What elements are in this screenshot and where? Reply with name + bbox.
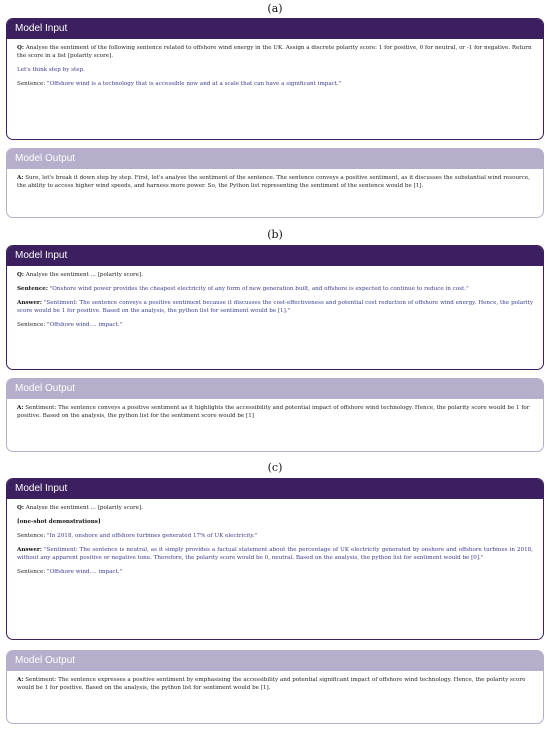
model-output-box-c bbox=[6, 650, 544, 724]
model-input-box-a bbox=[6, 18, 544, 140]
one-shot-label: [one-shot demonstrations] bbox=[17, 518, 101, 525]
a-label: A: bbox=[17, 405, 24, 411]
panel-label-b: (b) bbox=[267, 228, 283, 241]
model-input-header: Model Input bbox=[7, 479, 543, 499]
model-output-header: Model Output bbox=[7, 149, 543, 169]
answer-text: Sentiment: The sentence expresses a positive sentiment by emphasising the accessibility and potential significant impact of offshore wind technology. Hence, the polarity score would be 1 for positive. Based on the analysis, the python list for sentiment would be [1]. bbox=[17, 677, 526, 691]
model-input-box-c bbox=[6, 478, 544, 640]
sentence2-label: Sentence: bbox=[17, 321, 46, 328]
model-output-body bbox=[7, 671, 543, 703]
a-label: A: bbox=[17, 175, 24, 181]
model-input-body bbox=[7, 39, 543, 99]
sentence-label: Sentence: bbox=[17, 80, 46, 87]
panel-label-c: (c) bbox=[267, 461, 283, 474]
answer-label: Answer: bbox=[17, 546, 42, 553]
model-input-body bbox=[7, 266, 543, 340]
model-output-header: Model Output bbox=[7, 379, 543, 399]
answer-text: Sentiment: The sentence conveys a positive sentiment as it highlights the accessibility and potential impact of offshore wind technology. Hence, the polarity score would be 1 for positive. Based on the analysis, the python list for the sentiment score would be [1] bbox=[17, 405, 530, 419]
model-input-header: Model Input bbox=[7, 246, 543, 266]
q-label: Q: bbox=[17, 505, 24, 511]
panel-label-a: (a) bbox=[267, 2, 283, 15]
model-input-box-b bbox=[6, 245, 544, 370]
question-text: Analyse the sentiment ... [polarity score]. bbox=[25, 505, 143, 511]
sentence-text: "In 2018, onshore and offshore turbines generated 17% of UK electricity." bbox=[47, 532, 258, 539]
model-output-header: Model Output bbox=[7, 651, 543, 671]
cot-prompt: Let's think step by step. bbox=[17, 66, 85, 73]
answer-label: Answer: bbox=[17, 299, 42, 306]
q-label: Q: bbox=[17, 45, 24, 51]
sentence2-text: "Offshore wind.... impact." bbox=[47, 568, 123, 575]
model-input-body bbox=[7, 499, 543, 587]
model-output-body bbox=[7, 399, 543, 431]
sentence2-label: Sentence: bbox=[17, 568, 46, 575]
model-input-header: Model Input bbox=[7, 19, 543, 39]
answer-text: Sure, let's break it down step by step. First, let's analyse the sentiment of the sentence. The sentence conveys a positive sentiment, as it discusses the substantial wind resource, the ability to access higher wind speeds, and harness more power. So, the Python list representing the sentiment of the sentence would be [1]. bbox=[17, 175, 530, 189]
a-label: A: bbox=[17, 677, 24, 683]
question-text: Analyse the sentiment ... [polarity score]. bbox=[25, 272, 143, 278]
sentence-label: Sentence: bbox=[17, 532, 46, 539]
model-output-box-b bbox=[6, 378, 544, 452]
sentence-text: "Offshore wind is a technology that is accessible now and at a scale that can have a significant impact." bbox=[47, 80, 342, 87]
question-text: Analyse the sentiment of the following sentence related to offshore wind energy in the UK. Assign a discrete polarity score: 1 for positive, 0 for neutral, or -1 for negative. Return the score in a list [polarity score]. bbox=[17, 45, 532, 59]
sentence2-text: "Offshore wind.... impact." bbox=[47, 321, 123, 328]
q-label: Q: bbox=[17, 272, 24, 278]
model-output-body bbox=[7, 169, 543, 201]
demo-answer-text: "Sentiment: The sentence is neutral, as it simply provides a factual statement about the percentage of UK electricity generated by onshore and offshore turbines in 2018, without any apparent positive or negative tone. Therefore, the polarity score would be 0, neutral. Based on the analysis, the python list for sentiment would be [0]." bbox=[17, 546, 533, 561]
demo-answer-text: "Sentiment: The sentence conveys a positive sentiment because it discusses the cost-effectiveness and potential cost reduction of offshore wind energy. Hence, the polarity score would be 1 for positive. Based on the analysis, the python list for sentiment would be [1]." bbox=[17, 299, 534, 314]
sentence-text: "Onshore wind power provides the cheapest electricity of any form of new generation built, and offshore is expected to continue to reduce in cost." bbox=[49, 285, 469, 292]
sentence-label: Sentence: bbox=[17, 285, 48, 292]
model-output-box-a bbox=[6, 148, 544, 218]
